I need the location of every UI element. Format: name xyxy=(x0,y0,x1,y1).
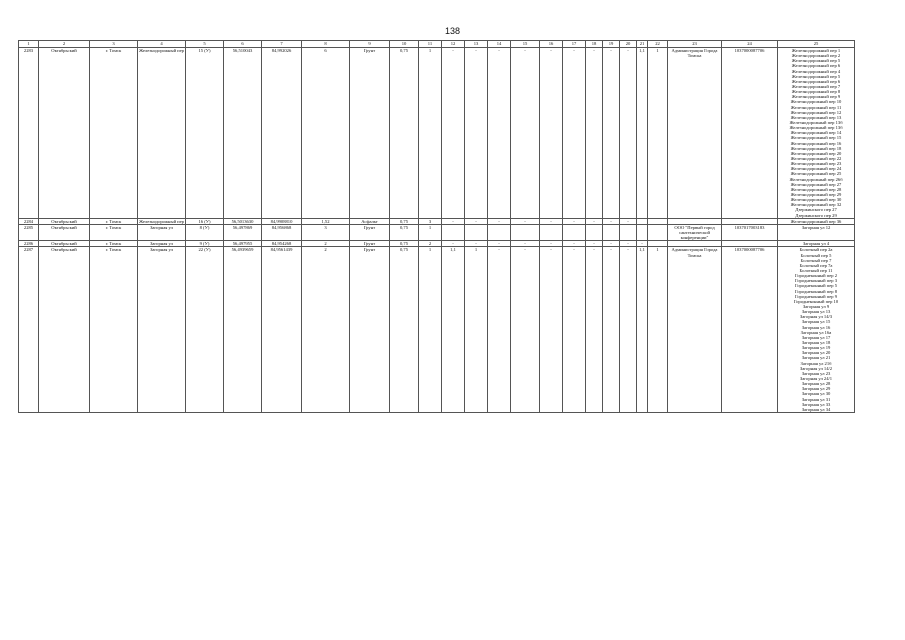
column-header: 22 xyxy=(648,41,668,48)
column-header: 14 xyxy=(488,41,511,48)
table-cell: - xyxy=(620,247,637,413)
table-cell: 1037000087706 xyxy=(722,48,778,219)
table-cell: г. Томск xyxy=(90,224,138,240)
column-header: 13 xyxy=(465,41,488,48)
table-cell: Грунт xyxy=(350,241,390,247)
table-cell: 84,992026 xyxy=(262,48,302,219)
column-header: 3 xyxy=(90,41,138,48)
table-cell: 2284 xyxy=(19,218,39,224)
address-item: Железнодорожный пер 36 xyxy=(790,218,842,224)
table-cell: - xyxy=(442,48,465,219)
table-cell: - xyxy=(586,247,603,413)
address-item: Загорная ул 34 xyxy=(801,406,831,412)
address-item: Болотный пер 7 xyxy=(800,257,832,263)
address-item: Загорная ул 29 xyxy=(801,386,831,392)
table-cell: 84,954268 xyxy=(262,241,302,247)
column-header: 24 xyxy=(722,41,778,48)
address-item: Городнеконный пер 8 xyxy=(795,288,837,294)
address-item: Железнодорожный пер 9 xyxy=(791,94,841,100)
table-cell: 2283 xyxy=(19,48,39,219)
table-cell: г. Томск xyxy=(90,241,138,247)
table-cell: 0,75 xyxy=(390,224,419,240)
table-cell: - xyxy=(603,247,620,413)
table-cell: 2 xyxy=(302,241,350,247)
address-item: Железнодорожный пер 4 xyxy=(791,68,841,74)
table-cell: - xyxy=(637,241,648,247)
table-cell: - xyxy=(563,241,586,247)
table-cell: 1037017003183 xyxy=(722,224,778,240)
table-cell: - xyxy=(603,48,620,219)
address-item: Железнодорожный пер 22 xyxy=(790,155,842,161)
address-item: Железнодорожный пер 13б xyxy=(789,119,843,125)
table-cell: 84,9908810 xyxy=(262,218,302,224)
column-header: 20 xyxy=(620,41,637,48)
column-header: 10 xyxy=(390,41,419,48)
table-cell: Железнодорожный пер xyxy=(138,48,186,219)
address-item: Железнодорожный пер 14 xyxy=(790,130,842,136)
address-item: Загорная ул 24/1 xyxy=(799,375,833,381)
table-cell: 9 (У) xyxy=(186,241,224,247)
table-cell: 8 (У) xyxy=(186,224,224,240)
column-header: 23 xyxy=(668,41,722,48)
address-item: Загорная ул 17 xyxy=(801,334,831,340)
column-header: 25 xyxy=(778,41,855,48)
table-cell: 1,1 xyxy=(442,247,465,413)
address-item: Загорная ул 14/2 xyxy=(799,365,833,371)
address-item: Железнодорожный пер 1 xyxy=(791,48,841,53)
table-cell xyxy=(511,224,540,240)
table-cell: Грунт xyxy=(350,224,390,240)
address-item: Городнеконный пер 10 xyxy=(793,298,839,304)
table-cell: - xyxy=(603,218,620,224)
table-cell: г. Томск xyxy=(90,48,138,219)
address-item: Железнодорожный пер 30 xyxy=(790,197,842,203)
table-cell: 0,75 xyxy=(390,48,419,219)
table-cell: 1 xyxy=(419,48,442,219)
table-cell: - xyxy=(586,241,603,247)
table-cell xyxy=(540,224,563,240)
table-cell: - xyxy=(620,48,637,219)
address-item: Железнодорожный пер 13 xyxy=(790,114,842,120)
address-item: Железнодорожный пер 32 xyxy=(790,202,842,208)
column-header: 17 xyxy=(563,41,586,48)
table-cell: - xyxy=(586,218,603,224)
column-header: 9 xyxy=(350,41,390,48)
table-cell: 15 (У) xyxy=(186,48,224,219)
table-cell: - xyxy=(442,241,465,247)
table-cell: - xyxy=(586,48,603,219)
address-item: Железнодорожный пер 16 xyxy=(790,140,842,146)
column-header: 18 xyxy=(586,41,603,48)
table-cell: 1 xyxy=(419,247,442,413)
table-cell: 2 xyxy=(419,241,442,247)
address-item: Загорная ул 23 xyxy=(801,370,831,376)
address-item: Железнодорожный пер 7 xyxy=(791,83,841,89)
column-header: 11 xyxy=(419,41,442,48)
address-list-cell xyxy=(778,224,855,240)
address-item: Железнодорожный пер 11 xyxy=(790,104,842,110)
address-item: Железнодорожный пер 6 xyxy=(791,78,841,84)
table-cell: Октябрьский xyxy=(39,218,90,224)
table-cell: Асфальт xyxy=(350,218,390,224)
column-header: 1 xyxy=(19,41,39,48)
table-cell xyxy=(563,224,586,240)
address-item: Железнодорожный пер 18 xyxy=(790,145,842,151)
address-item: Железнодорожный пер 20 xyxy=(790,150,842,156)
address-item: Загорная ул 15 xyxy=(801,319,831,325)
table-cell: - xyxy=(563,247,586,413)
table-cell: - xyxy=(563,48,586,219)
table-cell xyxy=(586,224,603,240)
table-cell: - xyxy=(511,218,540,224)
table-cell: 0,75 xyxy=(390,218,419,224)
table-cell: 84,9561439 xyxy=(262,247,302,413)
table-cell: 1 xyxy=(465,247,488,413)
table-cell: - xyxy=(540,241,563,247)
table-cell: Октябрьский xyxy=(39,247,90,413)
address-item: Загорная ул 13 xyxy=(801,309,831,315)
table-cell: - xyxy=(465,48,488,219)
table-cell: Загорная ул xyxy=(138,247,186,413)
address-item: Железнодорожный пер 24 xyxy=(790,166,842,172)
table-cell xyxy=(603,224,620,240)
table-cell: - xyxy=(488,218,511,224)
table-cell: 56,510043 xyxy=(224,48,262,219)
table-cell: 6 xyxy=(302,48,350,219)
table-cell: 56,4939659 xyxy=(224,247,262,413)
table-cell xyxy=(442,224,465,240)
header-row xyxy=(19,41,855,48)
address-item: Загорная ул 31 xyxy=(801,396,831,402)
table-cell: 2286 xyxy=(19,241,39,247)
address-list-cell xyxy=(778,247,855,413)
column-header: 8 xyxy=(302,41,350,48)
column-header: 5 xyxy=(186,41,224,48)
table-cell: ООО "Первый город сантехнической конференции" xyxy=(668,224,722,240)
table-cell: 56,497955 xyxy=(224,241,262,247)
table-cell: 1,52 xyxy=(302,218,350,224)
table-row xyxy=(19,247,855,413)
table-cell: Октябрьский xyxy=(39,224,90,240)
address-item: Загорная ул 14/3 xyxy=(799,314,833,320)
table-cell: - xyxy=(465,241,488,247)
table-cell: - xyxy=(465,218,488,224)
column-header: 4 xyxy=(138,41,186,48)
table-cell: 1037000087706 xyxy=(722,247,778,413)
table-cell xyxy=(488,224,511,240)
column-header: 15 xyxy=(511,41,540,48)
table-cell: Грунт xyxy=(350,48,390,219)
table-cell: 1,1 xyxy=(637,48,648,219)
table-cell: - xyxy=(620,241,637,247)
address-item: Железнодорожный пер 23 xyxy=(790,161,842,167)
table-cell: - xyxy=(563,218,586,224)
address-item: Железнодорожный пер 25 xyxy=(790,171,842,177)
address-item: Загорная ул 16а xyxy=(800,329,832,335)
address-item: Железнодорожный пер 28 xyxy=(790,186,842,192)
address-item: Болотный пер 7а xyxy=(799,262,833,268)
column-header: 6 xyxy=(224,41,262,48)
table-row xyxy=(19,224,855,240)
table-row xyxy=(19,48,855,219)
table-cell: 2 xyxy=(302,247,350,413)
address-item: Железнодорожный пер 10 xyxy=(790,99,842,105)
address-item: Железнодорожный пер 5 xyxy=(791,73,841,79)
address-item: Загорная ул 28 xyxy=(801,381,831,387)
address-item: Дзержинского пер 27 xyxy=(795,207,837,213)
table-cell: Октябрьский xyxy=(39,48,90,219)
address-item: Болотный пер 11 xyxy=(799,267,833,273)
address-item: Железнодорожный пер 29 xyxy=(790,191,842,197)
address-item: Городнеконный пер 9 xyxy=(795,293,837,299)
address-item: Железнодорожный пер 13б xyxy=(789,125,843,131)
column-header: 2 xyxy=(39,41,90,48)
address-item: Загорная ул 4 xyxy=(802,241,830,247)
address-item: Городнеконный пер 5 xyxy=(795,283,837,289)
address-item: Городнеконный пер 2 xyxy=(795,273,837,279)
table-cell: - xyxy=(603,241,620,247)
table-cell: - xyxy=(488,241,511,247)
page-number: 138 xyxy=(444,26,461,36)
table-cell: Загорная ул xyxy=(138,224,186,240)
registry-table xyxy=(18,40,855,413)
table-cell: - xyxy=(488,247,511,413)
address-item: Загорная ул 9 xyxy=(802,303,830,309)
address-item: Загорная ул 19 xyxy=(801,345,831,351)
table-cell: Железнодорожный пер xyxy=(139,218,184,224)
address-item: Загорная ул 21б xyxy=(800,360,832,366)
address-item: Дзержинского пер 29 xyxy=(795,212,837,218)
table-cell: 16 (У) xyxy=(186,218,224,224)
table-cell: - xyxy=(511,48,540,219)
table-cell: 3 xyxy=(302,224,350,240)
address-item: Загорная ул 20 xyxy=(801,350,831,356)
table-cell: Администрация Города Томска xyxy=(668,48,722,219)
table-cell: - xyxy=(540,48,563,219)
table-cell: 0,75 xyxy=(390,241,419,247)
table-cell: Администрация Города Томска xyxy=(668,247,722,413)
table-cell: 2287 xyxy=(19,247,39,413)
table-cell: - xyxy=(511,241,540,247)
address-item: Загорная ул 21 xyxy=(801,355,831,361)
address-item: Железнодорожный пер 6 xyxy=(791,63,841,69)
table-cell: - xyxy=(511,247,540,413)
table-cell: 1 xyxy=(648,48,668,219)
address-item: Железнодорожный пер 27 xyxy=(790,181,842,187)
table-cell: Загорная ул xyxy=(138,241,186,247)
table-cell: - xyxy=(620,218,637,224)
table-cell: 2285 xyxy=(19,224,39,240)
address-item: Железнодорожный пер 2 xyxy=(791,53,841,59)
column-header: 21 xyxy=(637,41,648,48)
address-item: Железнодорожный пер 26б xyxy=(789,176,843,182)
address-item: Железнодорожный пер 12 xyxy=(790,109,842,115)
table-cell: 56,5013630 xyxy=(224,218,262,224)
table-cell: Грунт xyxy=(350,247,390,413)
address-item: Болотный пер 2а xyxy=(799,247,833,253)
column-header: 7 xyxy=(262,41,302,48)
table-cell: - xyxy=(540,218,563,224)
address-item: Железнодорожный пер 5 xyxy=(791,58,841,64)
address-item: Железнодорожный пер 8 xyxy=(791,89,841,95)
address-item: Болотный пер 5 xyxy=(800,252,832,258)
table-cell xyxy=(620,224,637,240)
address-item: Загорная ул 12 xyxy=(801,224,831,230)
address-list-cell xyxy=(778,48,855,219)
table-cell: - xyxy=(488,48,511,219)
table-cell: г. Томск xyxy=(90,218,138,224)
address-item: Городнеконный пер 3 xyxy=(795,278,837,284)
table-cell: - xyxy=(442,218,465,224)
table-cell xyxy=(465,224,488,240)
address-item: Загорная ул 30 xyxy=(801,391,831,397)
table-cell xyxy=(637,224,648,240)
table-cell: 1,1 xyxy=(637,247,648,413)
table-cell: 84,956868 xyxy=(262,224,302,240)
address-item: Загорная ул 18 xyxy=(801,339,831,345)
table-cell: г. Томск xyxy=(90,247,138,413)
column-header: 19 xyxy=(603,41,620,48)
table-cell xyxy=(648,224,668,240)
table-cell: Октябрьский xyxy=(39,241,90,247)
column-header: 12 xyxy=(442,41,465,48)
table-cell: 1 xyxy=(648,247,668,413)
table-cell: 22 (У) xyxy=(186,247,224,413)
table-cell: 0,75 xyxy=(390,247,419,413)
column-header: 16 xyxy=(540,41,563,48)
address-item: Железнодорожный пер 15 xyxy=(790,135,842,141)
address-item: Загорная ул 16 xyxy=(801,324,831,330)
table-cell: 3 xyxy=(419,218,442,224)
table-cell: 56,497869 xyxy=(224,224,262,240)
address-item: Загорная ул 33 xyxy=(801,401,831,407)
table-cell: 1 xyxy=(419,224,442,240)
table-cell: - xyxy=(540,247,563,413)
